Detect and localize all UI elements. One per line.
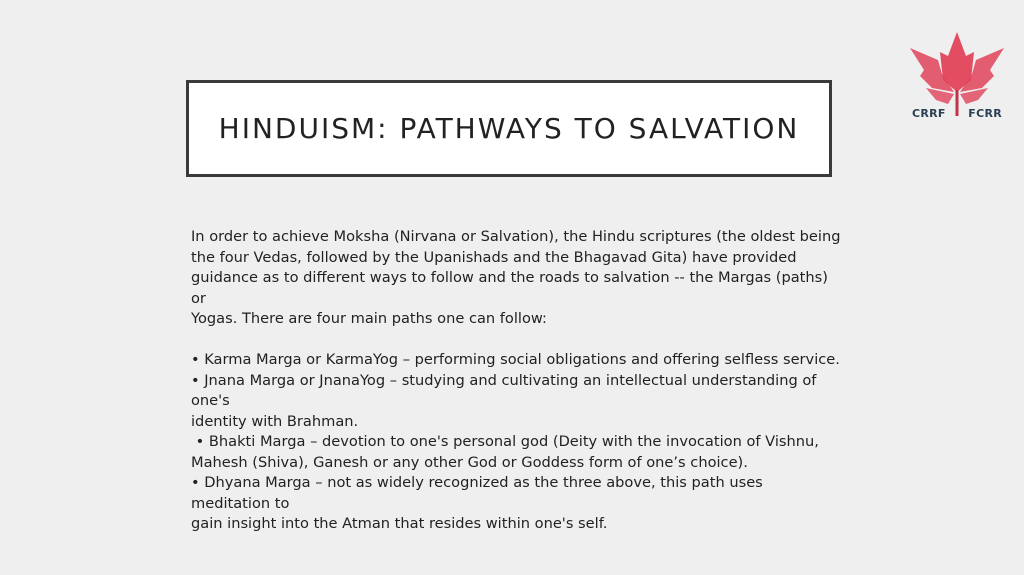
intro-line: In order to achieve Moksha (Nirvana or Salvation), the Hindu scriptures (the oldest being bbox=[191, 228, 841, 245]
intro-line: guidance as to different ways to follow and the roads to salvation -- the Margas (paths) or bbox=[191, 269, 828, 307]
path-line-bhakti-cont: Mahesh (Shiva), Ganesh or any other God or Goddess form of one’s choice). bbox=[191, 453, 748, 471]
body-text bbox=[191, 227, 841, 535]
paragraph-gap bbox=[191, 330, 841, 351]
path-line-jnana-cont: identity with Brahman. bbox=[191, 412, 359, 430]
intro-line: Yogas. There are four main paths one can follow: bbox=[191, 310, 547, 327]
slide-title: HINDUISM: PATHWAYS TO SALVATION bbox=[218, 112, 800, 145]
path-line-bhakti: • Bhakti Marga – devotion to one's personal god (Deity with the invocation of Vishnu, bbox=[191, 433, 819, 450]
logo-text-left: CRRF bbox=[912, 107, 946, 120]
path-line-dhyana-cont: gain insight into the Atman that resides within one's self. bbox=[191, 515, 608, 532]
logo-text-right: FCRR bbox=[968, 107, 1002, 120]
logo-text bbox=[912, 107, 1002, 120]
path-line-jnana: • Jnana Marga or JnanaYog – studying and cultivating an intellectual understanding of one's bbox=[191, 371, 817, 409]
title-box bbox=[186, 80, 832, 177]
path-line-dhyana: • Dhyana Marga – not as widely recognized as the three above, this path uses meditation to bbox=[191, 474, 763, 512]
intro-line: the four Vedas, followed by the Upanishads and the Bhagavad Gita) have provided bbox=[191, 248, 797, 266]
path-line-karma: • Karma Marga or KarmaYog – performing social obligations and offering selfless service. bbox=[191, 351, 840, 368]
